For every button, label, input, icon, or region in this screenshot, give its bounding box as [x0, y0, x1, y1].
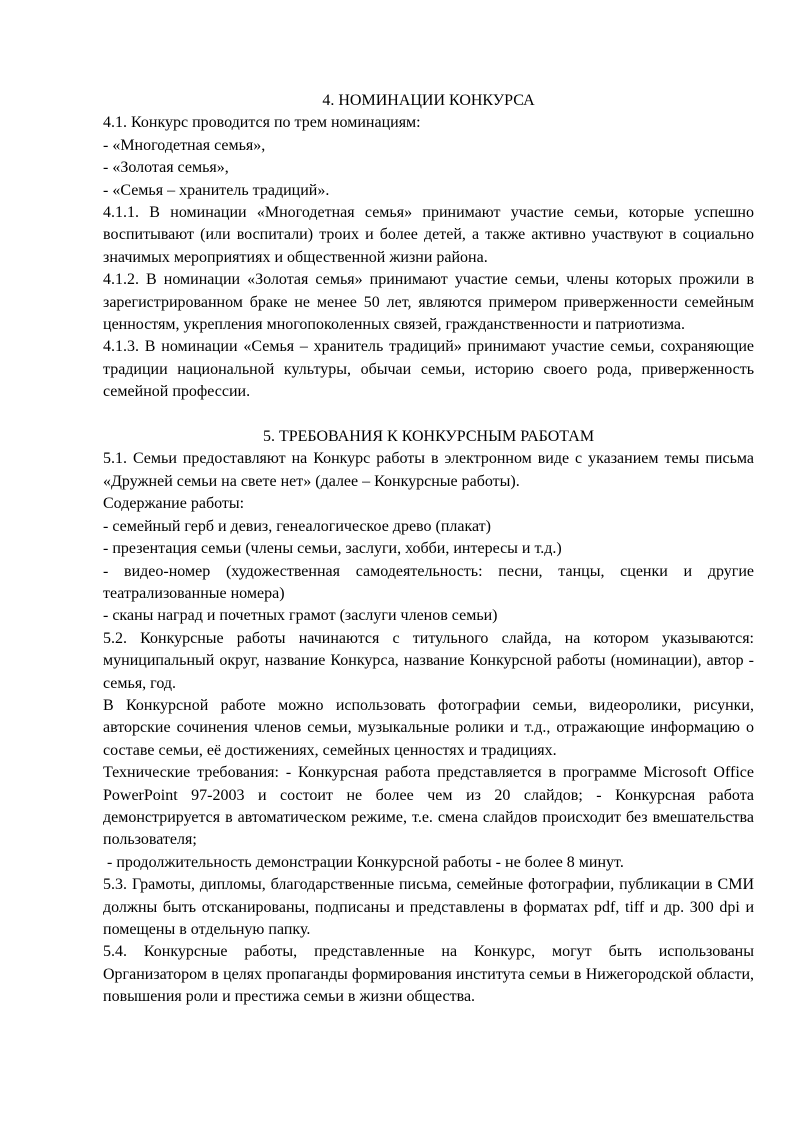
list-item: - «Золотая семья»,: [103, 159, 229, 177]
paragraph: 5.2. Конкурсные работы начинаются с титульного слайда, на котором указываются: муниципальный округ, название Конкурса, название Конкурсной работы (номинации), автор - семья, год.: [103, 629, 754, 692]
list-item: - семейный герб и девиз, генеалогическое древо (плакат): [103, 517, 491, 535]
section-gap: [103, 404, 754, 426]
paragraph: 4.1.1. В номинации «Многодетная семья» принимают участие семьи, которые успешно воспитывают (или воспитали) троих и более детей, а также активно участвуют в социально значимых мероприятиях и общественной жизни района.: [103, 204, 754, 266]
list-item: - «Многодетная семья»,: [103, 136, 266, 154]
section-heading: 4. НОМИНАЦИИ КОНКУРСА: [322, 92, 535, 109]
section-heading: 5. ТРЕБОВАНИЯ К КОНКУРСНЫМ РАБОТАМ: [262, 428, 595, 446]
paragraph: 5.3. Грамоты, дипломы, благодарственные письма, семейные фотографии, публикации в СМИ должны быть отсканированы, подписаны и представлены в форматах pdf, tiff и др. 300 dpi и помещены в отдельную папку.: [103, 876, 754, 939]
list-item: - сканы наград и почетных грамот (заслуги членов семьи): [103, 607, 498, 625]
list-item: - продолжительность демонстрации Конкурсной работы - не более 8 минут.: [107, 853, 624, 871]
paragraph: 4.1. Конкурс проводится по трем номинациям:: [103, 114, 421, 132]
list-item: - презентация семьи (члены семьи, заслуги, хобби, интересы и т.д.): [103, 540, 562, 558]
paragraph: Технические требования: - Конкурсная работа представляется в программе Microsoft Office PowerPoint 97-2003 и состоит не более чем из 20 слайдов; - Конкурсная работа демонстрируется в автоматическом режиме, т.е. смена слайдов происходит без вмешательства пользователя;: [103, 764, 754, 849]
paragraph: 5.1. Семьи предоставляют на Конкурс работы в электронном виде с указанием темы письма «Дружней семьи на свете нет» (далее – Конкурсные работы).: [103, 450, 754, 490]
section-nominations: [103, 90, 754, 404]
list-item: - видео-номер (художественная самодеятельность: песни, танцы, сценки и другие театрализованные номера): [103, 562, 754, 602]
section-requirements: [103, 426, 754, 1009]
paragraph: 4.1.2. В номинации «Золотая семья» принимают участие семьи, члены которых прожили в зарегистрированном браке не менее 50 лет, являются примером приверженности семейным ценностям, укрепления многопоколенных связей, гражданственности и патриотизма.: [103, 271, 754, 334]
paragraph: 4.1.3. В номинации «Семья – хранитель традиций» принимают участие семьи, сохраняющие традиции национальной культуры, обычаи семьи, историю своего рода, приверженность семейной профессии.: [103, 338, 754, 401]
paragraph: В Конкурсной работе можно использовать фотографии семьи, видеоролики, рисунки, авторские сочинения членов семьи, музыкальные ролики и т.д., отражающие информацию о составе семьи, её достижениях, семейных ценностях и традициях.: [103, 696, 754, 759]
list-item: - «Семья – хранитель традиций».: [103, 181, 330, 199]
paragraph: 5.4. Конкурсные работы, представленные на Конкурс, могут быть использованы Организатором в целях пропаганды формирования института семьи в Нижегородской области, повышения роли и престижа семьи в жизни общества.: [103, 943, 754, 1006]
paragraph: Содержание работы:: [103, 495, 245, 513]
